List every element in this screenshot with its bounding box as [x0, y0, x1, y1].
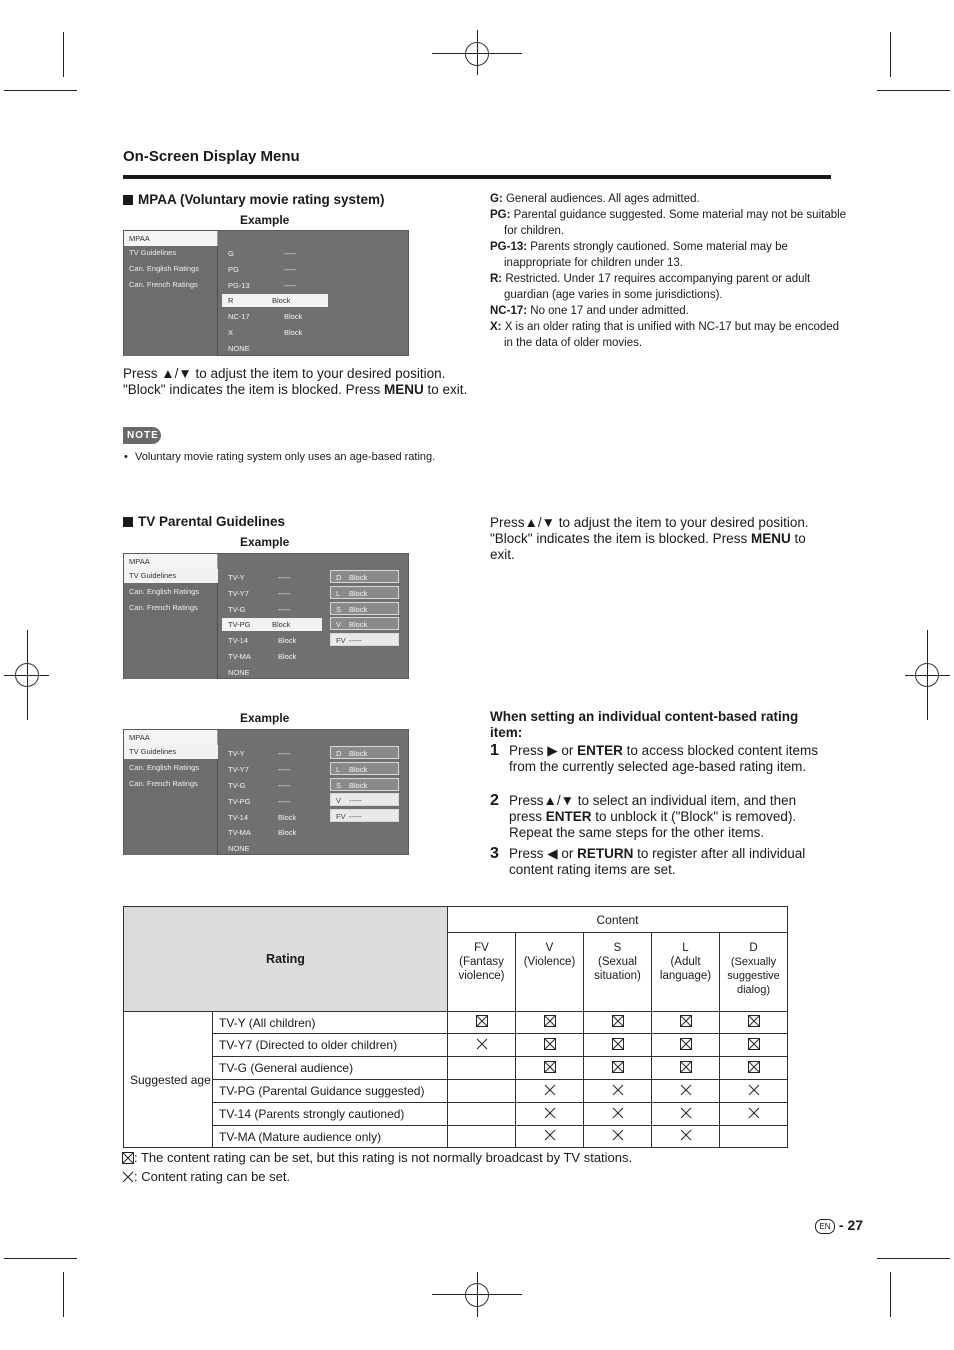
osd-rating-row[interactable]: TV-PG -----	[228, 797, 291, 806]
osd-title: MPAA	[124, 231, 218, 246]
mark-cell	[584, 1126, 652, 1148]
osd-rating-row[interactable]: TV-MA Block	[228, 828, 297, 837]
boxed-x-icon	[748, 1015, 760, 1027]
x-mark-icon	[748, 1107, 760, 1119]
x-mark-icon	[748, 1084, 760, 1096]
osd-left-menu	[124, 246, 218, 356]
osd-content-item[interactable]: V Block	[330, 617, 399, 630]
tv-osd-screen-2	[123, 729, 409, 855]
osd-rating-row[interactable]: TV-MA Block	[228, 652, 297, 661]
boxed-x-icon	[612, 1038, 624, 1050]
mpaa-example-label: Example	[240, 213, 290, 227]
osd-menu-item[interactable]: Can. English Ratings	[129, 587, 200, 596]
individual-heading: When setting an individual content-based rating item:	[490, 709, 799, 740]
boxed-x-icon	[680, 1015, 692, 1027]
osd-menu-item-selected[interactable]: TV Guidelines	[124, 745, 218, 759]
boxed-x-icon	[544, 1038, 556, 1050]
content-column-header: V (Violence)	[516, 933, 584, 1012]
mark-cell	[584, 1080, 652, 1103]
step-number: 3	[490, 845, 499, 862]
square-bullet-icon	[123, 517, 133, 527]
definition-item: R: Restricted. Under 17 requires accompanying parent or adult guardian (age varies in some jurisdictions).	[490, 273, 811, 301]
boxed-x-icon	[612, 1015, 624, 1027]
mark-cell	[448, 1080, 516, 1103]
osd-content-item[interactable]: FV -----	[330, 633, 399, 646]
x-mark-icon	[612, 1107, 624, 1119]
mark-cell	[720, 1034, 788, 1057]
osd-menu-item[interactable]: Can. French Ratings	[129, 779, 198, 788]
boxed-x-icon	[680, 1061, 692, 1073]
x-mark-icon	[544, 1129, 556, 1141]
mpaa-osd-screen	[123, 230, 409, 356]
step-number: 2	[490, 792, 499, 809]
x-mark-icon	[476, 1038, 488, 1050]
osd-content-item[interactable]: L Block	[330, 762, 399, 775]
mark-cell	[516, 1034, 584, 1057]
x-mark-icon	[544, 1107, 556, 1119]
osd-rating-row[interactable]: PG -----	[228, 265, 297, 274]
mark-cell	[720, 1080, 788, 1103]
osd-rating-row-selected[interactable]: R Block	[222, 294, 328, 307]
mark-cell	[448, 1057, 516, 1080]
x-mark-icon	[680, 1129, 692, 1141]
mark-cell	[516, 1126, 584, 1148]
boxed-x-icon	[476, 1015, 488, 1027]
content-header: Content	[448, 907, 788, 933]
x-mark-icon	[544, 1084, 556, 1096]
mark-cell	[720, 1126, 788, 1148]
x-mark-icon	[612, 1129, 624, 1141]
mark-cell	[652, 1057, 720, 1080]
osd-menu-item-selected[interactable]: TV Guidelines	[124, 569, 218, 583]
rating-row-label: TV-PG (Parental Guidance suggested)	[213, 1080, 448, 1103]
tv-heading: TV Parental Guidelines	[123, 514, 285, 529]
osd-menu-item[interactable]: Can. French Ratings	[129, 280, 198, 289]
osd-rating-row[interactable]: NONE	[228, 668, 250, 677]
mark-cell	[448, 1034, 516, 1057]
osd-menu-item[interactable]: Can. English Ratings	[129, 264, 200, 273]
mark-cell	[584, 1034, 652, 1057]
osd-rating-row[interactable]: TV-G -----	[228, 605, 291, 614]
tv-instruction: Press▲/▼ to adjust the item to your desired position. "Block" indicates the item is blocked. Press MENU to exit.	[490, 515, 809, 562]
definition-item: NC-17: No one 17 and under admitted.	[490, 305, 689, 317]
osd-content-item[interactable]: FV -----	[330, 809, 399, 822]
osd-rating-row[interactable]: TV-Y7 -----	[228, 765, 291, 774]
osd-rating-row[interactable]: NONE	[228, 344, 250, 353]
mark-cell	[652, 1080, 720, 1103]
boxed-x-icon	[748, 1038, 760, 1050]
osd-rating-row[interactable]: TV-14 Block	[228, 813, 297, 822]
osd-rating-row-selected[interactable]: TV-PG Block	[222, 618, 322, 631]
mark-cell	[516, 1103, 584, 1126]
page-title: On-Screen Display Menu	[123, 148, 300, 165]
osd-content-item-selected[interactable]: V -----	[330, 793, 399, 806]
osd-content-item[interactable]: D Block	[330, 570, 399, 583]
osd-title: MPAA	[124, 730, 218, 745]
osd-rating-row[interactable]: NONE	[228, 844, 250, 853]
mark-cell	[448, 1126, 516, 1148]
note-badge: NOTE	[123, 427, 161, 444]
osd-rating-row[interactable]: TV-Y -----	[228, 749, 291, 758]
osd-content-item[interactable]: S Block	[330, 602, 399, 615]
osd-left-menu	[124, 745, 218, 855]
title-rule	[123, 175, 831, 179]
content-column-header: D (Sexually suggestive dialog)	[720, 933, 788, 1012]
mark-cell	[652, 1103, 720, 1126]
tv-example-label-2: Example	[240, 711, 290, 725]
mpaa-heading: MPAA (Voluntary movie rating system)	[123, 192, 385, 207]
note-text: • Voluntary movie rating system only uses an age-based rating.	[124, 451, 436, 463]
rating-row-label: TV-14 (Parents strongly cautioned)	[213, 1103, 448, 1126]
step-text: Press▲/▼ to select an individual item, and then press ENTER to unblock it ("Block" is removed). Repeat the same steps for the other items.	[509, 793, 797, 840]
mark-cell	[516, 1080, 584, 1103]
osd-rating-row[interactable]: X Block	[228, 328, 303, 337]
boxed-x-icon	[544, 1015, 556, 1027]
boxed-x-icon	[544, 1061, 556, 1073]
osd-menu-item[interactable]: Can. English Ratings	[129, 763, 200, 772]
mark-cell	[516, 1012, 584, 1034]
content-column-header: S (Sexual situation)	[584, 933, 652, 1012]
osd-rating-row[interactable]: TV-G -----	[228, 781, 291, 790]
definition-item: PG: Parental guidance suggested. Some material may not be suitable for children.	[490, 209, 847, 237]
rating-row-label: TV-Y7 (Directed to older children)	[213, 1034, 448, 1057]
osd-rating-row[interactable]: TV-Y -----	[228, 573, 291, 582]
boxed-x-icon	[748, 1061, 760, 1073]
mark-cell	[720, 1057, 788, 1080]
mark-cell	[720, 1103, 788, 1126]
mark-cell	[652, 1034, 720, 1057]
mark-cell	[720, 1012, 788, 1034]
osd-rating-row[interactable]: G -----	[228, 249, 297, 258]
rating-header: Rating	[124, 907, 448, 1012]
rating-row-label: TV-G (General audience)	[213, 1057, 448, 1080]
rating-row-label: TV-MA (Mature audience only)	[213, 1126, 448, 1148]
language-badge-icon: EN	[815, 1219, 835, 1234]
rating-table	[123, 906, 788, 1148]
mark-cell	[516, 1057, 584, 1080]
mark-cell	[652, 1126, 720, 1148]
suggested-age-label: Suggested age	[124, 1012, 213, 1148]
x-mark-icon	[612, 1084, 624, 1096]
definition-item: G: General audiences. All ages admitted.	[490, 193, 700, 205]
x-mark-icon	[122, 1171, 134, 1183]
mark-cell	[584, 1012, 652, 1034]
osd-rating-row[interactable]: NC-17 Block	[228, 312, 303, 321]
boxed-x-icon	[122, 1152, 134, 1164]
square-bullet-icon	[123, 195, 133, 205]
osd-rating-row[interactable]: TV-14 Block	[228, 636, 297, 645]
x-mark-icon	[680, 1107, 692, 1119]
legend-box: : The content rating can be set, but this rating is not normally broadcast by TV stations.	[122, 1150, 632, 1165]
mark-cell	[584, 1057, 652, 1080]
mpaa-instruction: Press ▲/▼ to adjust the item to your desired position. "Block" indicates the item is blocked. Press MENU to exit.	[123, 366, 468, 397]
step-number: 1	[490, 742, 499, 759]
x-mark-icon	[680, 1084, 692, 1096]
boxed-x-icon	[680, 1038, 692, 1050]
mark-cell	[448, 1103, 516, 1126]
osd-menu-item[interactable]: TV Guidelines	[129, 248, 177, 257]
mark-cell	[584, 1103, 652, 1126]
osd-rating-row[interactable]: PG-13 -----	[228, 281, 297, 290]
osd-left-menu	[124, 569, 218, 679]
mark-cell	[652, 1012, 720, 1034]
content-column-header: FV (Fantasy violence)	[448, 933, 516, 1012]
definition-item: X: X is an older rating that is unified with NC-17 but may be encoded in the data of older movies.	[490, 321, 840, 349]
step-text: Press ◀ or RETURN to register after all individual content rating items are set.	[509, 846, 806, 877]
page-number: EN - 27	[815, 1217, 863, 1234]
osd-content-item[interactable]: S Block	[330, 778, 399, 791]
content-column-header: L (Adult language)	[652, 933, 720, 1012]
legend-x: : Content rating can be set.	[122, 1169, 290, 1184]
rating-row-label: TV-Y (All children)	[213, 1012, 448, 1034]
definition-item: PG-13: Parents strongly cautioned. Some material may be inappropriate for children under 13.	[490, 241, 788, 269]
osd-content-item[interactable]: L Block	[330, 586, 399, 599]
osd-rating-row[interactable]: TV-Y7 -----	[228, 589, 291, 598]
osd-content-item[interactable]: D Block	[330, 746, 399, 759]
tv-example-label-1: Example	[240, 535, 290, 549]
osd-menu-item[interactable]: Can. French Ratings	[129, 603, 198, 612]
step-text: Press ▶ or ENTER to access blocked content items from the currently selected age-based rating item.	[509, 743, 819, 774]
tv-osd-screen-1	[123, 553, 409, 679]
osd-title: MPAA	[124, 554, 218, 569]
mark-cell	[448, 1012, 516, 1034]
boxed-x-icon	[612, 1061, 624, 1073]
